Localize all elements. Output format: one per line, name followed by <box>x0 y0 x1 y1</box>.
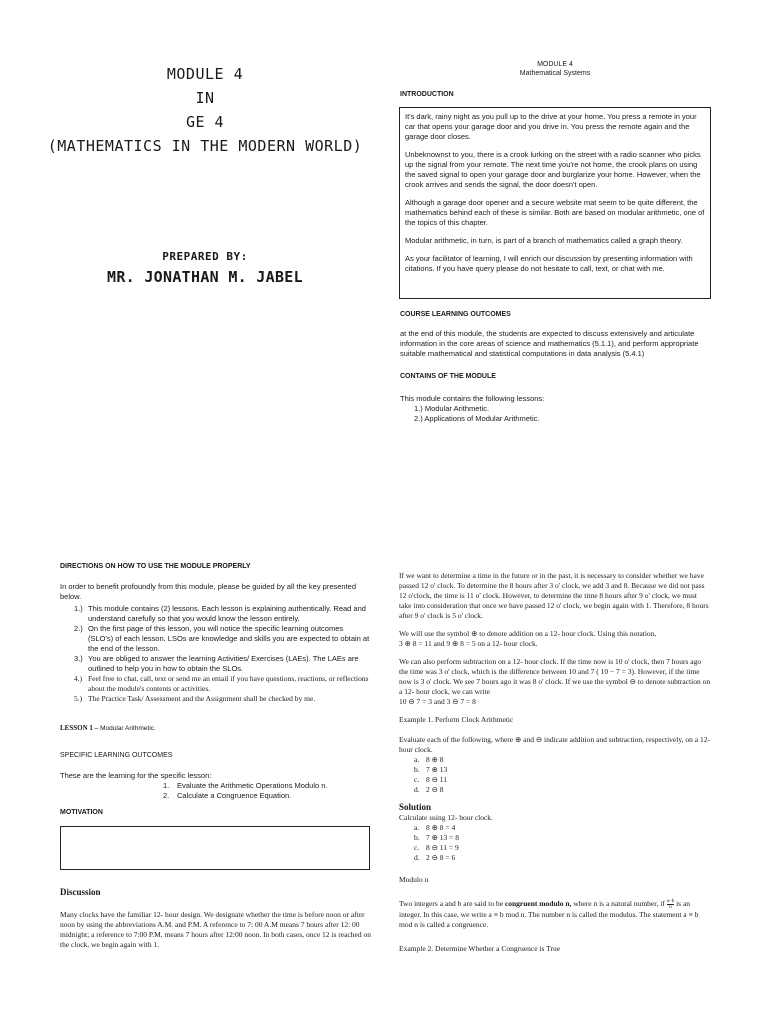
intro-paragraph: It's dark, rainy night as you pull up to the drive at your home. You press a remote in your car that opens your garage door and you drive in. You press the remote again and the garage door closes. <box>405 112 697 141</box>
solution-expression: 8 ⊕ 8 = 4 <box>426 823 456 832</box>
problem-letter: b. <box>414 765 420 774</box>
introduction-box <box>399 107 711 299</box>
problem-expression: 8 ⊕ 8 <box>426 755 444 764</box>
clock-subtraction-example: 10 ⊖ 7 = 3 and 3 ⊖ 7 = 8 <box>399 697 476 706</box>
congruence-text-2: where n is a natural number, if <box>573 899 665 909</box>
cover-line-course: GE 4 <box>185 113 225 131</box>
introduction-heading: INTRODUCTION <box>400 91 454 98</box>
cover-line-module: MODULE 4 <box>166 65 244 83</box>
solution-letter: b. <box>414 833 420 842</box>
solution-intro: Calculate using 12- hour clock. <box>399 813 493 822</box>
directions-item-number: 4.) <box>74 674 83 683</box>
directions-item-text: You are obliged to answer the learning Activities/ Exercises (LAEs). The LAEs are outlined to help you in how to obtain the SLOs. <box>88 654 359 673</box>
slo-section <box>60 771 370 801</box>
course-learning-outcomes-heading: COURSE LEARNING OUTCOMES <box>400 311 511 318</box>
slo-item-number: 1. <box>163 781 170 790</box>
module-subtitle: Mathematical Systems <box>519 70 591 77</box>
directions-item-text: This module contains (2) lessons. Each lesson is explaining authentically. Read and understand carefully so that you would know the lesson entirely. <box>88 604 366 623</box>
clock-subtraction-paragraph <box>399 657 711 707</box>
solution-item <box>414 833 711 843</box>
slo-intro: These are the learning for the specific lesson: <box>60 771 212 780</box>
slo-item-text: Calculate a Congruence Equation. <box>177 791 292 800</box>
congruence-definition <box>399 899 711 930</box>
example-1-title: Example 1. Perform Clock Arithmetic <box>399 715 514 724</box>
solution-heading: Solution <box>399 802 432 812</box>
slo-item <box>60 781 370 791</box>
congruence-term: congruent modulo n, <box>504 899 572 909</box>
example-2-title: Example 2. Determine Whether a Congruence is True <box>399 944 561 953</box>
clock-paragraph: If we want to determine a time in the future or in the past, it is necessary to consider whether we have passed 12 o' clock. To determine the 8 hours after 3 o' clock, we add 3 and 8. Because we did not pass 12 o'clock, the time is 11 o' clock. However, to determine the time 8 hours after 9 o' clock, we must take into consideration that once we have passed 12 o' clock, we begin again with 1. Therefore, 8 hours after 9 o' clock is 5 o' clock. <box>399 571 709 620</box>
problem-expression: 8 ⊖ 11 <box>426 775 448 784</box>
directions-item-text: Feel free to chat, call, text or send me an email if you have questions, reactions, or reflections about the module's contents or activities. <box>88 674 369 693</box>
clock-addition-paragraph <box>399 629 711 649</box>
directions-item-number: 2.) <box>74 624 83 633</box>
solution-item <box>414 823 711 833</box>
problem-letter: a. <box>414 755 420 764</box>
congruence-text-3: is an integer. In this case, we write a ≡ b mod n. The number n is called the modulus. The statement a ≡ b mod n is called a congruence. <box>399 899 699 929</box>
contents-intro: This module contains the following lessons: <box>400 394 545 403</box>
intro-paragraph: Unbeknownst to you, there is a crook lurking on the street with a radio scanner who picks up the signal from your remote. The next time you're not home, the crook plans on using the saved signal to open your garage door and burglarize your home. However, when the crook arrives and sends the signal, the door doesn't open. <box>405 150 701 189</box>
problem-item <box>414 755 711 765</box>
directions-heading: DIRECTIONS ON HOW TO USE THE MODULE PROPERLY <box>60 563 251 570</box>
directions-item <box>74 624 370 654</box>
lesson-name: Modular Arithmetic. <box>100 725 156 732</box>
motivation-box <box>60 826 370 870</box>
contents-item: 1.) Modular Arithmetic. <box>414 404 490 413</box>
solution-list <box>399 823 711 863</box>
clock-subtraction-text: We can also perform subtraction on a 12- hour clock. If the time now is 10 o' clock, then 7 hours ago the time was 3 o' clock, which is the difference between 10 and 7 ( 10 − 7 = 3). However, if the time now is 3 o' clock. We see 7 hours ago it was 8 o' clock. If we use the symbol ⊖ to denote subtraction on a 12- hour clock, we can write <box>399 657 711 696</box>
slo-item-number: 2. <box>163 791 170 800</box>
fraction-denominator: n <box>669 905 672 910</box>
directions-item-number: 1.) <box>74 604 83 613</box>
problem-item <box>414 775 711 785</box>
slo-heading: SPECIFIC LEARNING OUTCOMES <box>60 752 173 759</box>
problem-expression: 2 ⊖ 8 <box>426 785 444 794</box>
problem-item <box>414 765 711 775</box>
intro-paragraph: Although a garage door opener and a secure website mat seem to be quite different, the mathematics behind each of these is similar. Both are based on modular arithmetic, one of the topics of this chapter. <box>405 198 705 227</box>
module-header <box>400 60 710 78</box>
directions-intro: In order to benefit profoundly from this module, please be guided by all the key presented below. <box>60 582 357 601</box>
fraction-a-minus-b-over-n <box>667 899 675 910</box>
modulo-heading: Modulo n <box>399 875 429 884</box>
problem-list <box>399 755 711 795</box>
lesson-title <box>60 724 156 732</box>
discussion-text: Many clocks have the familiar 12- hour design. We designate whether the time is before noon or after noon by using the abbreviations A.M. and P.M. A reference to 7: 00 A.M means 7 hours after 12: 00 midnight; a reference to 7:00 P.M. means 7 hours after 12:00 noon. In both cases, once 12 is reached on the clock, we begin again with 1. <box>60 910 371 949</box>
solution-expression: 7 ⊕ 13 = 8 <box>426 833 460 842</box>
problem-item <box>414 785 711 795</box>
problem-expression: 7 ⊕ 13 <box>426 765 448 774</box>
slo-item-text: Evaluate the Arithmetic Operations Modulo n. <box>177 781 328 790</box>
cover-line-subject: (MATHEMATICS IN THE MODERN WORLD) <box>47 137 363 155</box>
directions-item <box>74 604 370 624</box>
intro-paragraph: As your facilitator of learning, I will enrich our discussion by presenting information with citations. If you have query please do not hesitate to call, text, or chat with me. <box>405 254 693 273</box>
intro-paragraph: Modular arithmetic, in turn, is part of a branch of mathematics called a graph theory. <box>405 236 683 245</box>
course-learning-outcomes-text: at the end of this module, the students are expected to discuss extensively and articulate information in the core areas of science and mathematics (5.1.1), and perform appropriate suitable mathematical and statistical computations in data analysis (5.4.1) <box>400 329 699 358</box>
solution-letter: a. <box>414 823 420 832</box>
author-name: MR. JONATHAN M. JABEL <box>107 268 303 286</box>
motivation-heading: MOTIVATION <box>60 809 103 816</box>
directions-item-text: On the first page of this lesson, you will notice the specific learning outcomes (SLO's) of each lesson. LSOs are knowledge and skills you are expected to obtain at the end of the lesson. <box>88 624 370 653</box>
lesson-label: LESSON 1 – <box>60 724 99 732</box>
directions-item-text: The Practice Task/ Assessment and the Assignment shall be checked by me. <box>88 694 316 703</box>
congruence-text-1: Two integers a and b are said to be <box>399 899 504 909</box>
discussion-heading: Discussion <box>60 887 101 897</box>
solution-expression: 8 ⊖ 11 = 9 <box>426 843 459 852</box>
directions-item-number: 3.) <box>74 654 83 663</box>
prepared-by-label: PREPARED BY: <box>162 250 248 263</box>
solution-letter: c. <box>414 843 420 852</box>
cover-title <box>40 62 370 158</box>
problem-letter: c. <box>414 775 420 784</box>
contents-item: 2.) Applications of Modular Arithmetic. <box>414 414 540 423</box>
clock-addition-text: We will use the symbol ⊕ to denote addition on a 12- hour clock. Using this notation, <box>399 629 657 638</box>
fraction-numerator: a−b <box>666 899 675 904</box>
solution-item <box>414 843 711 853</box>
solution-item <box>414 853 711 863</box>
module-contents-heading: CONTAINS OF THE MODULE <box>400 373 496 380</box>
directions-list <box>74 604 370 704</box>
directions-item <box>74 674 370 694</box>
solution-expression: 2 ⊖ 8 = 6 <box>426 853 456 862</box>
solution-letter: d. <box>414 853 420 862</box>
evaluate-instructions: Evaluate each of the following, where ⊕ and ⊖ indicate addition and subtraction, respectively, on a 12- hour clock. <box>399 735 710 754</box>
cover-line-in: IN <box>195 89 215 107</box>
clock-arithmetic-section <box>399 571 711 954</box>
directions-item <box>74 654 370 674</box>
directions-item <box>74 694 370 704</box>
directions-item-number: 5.) <box>74 694 83 703</box>
module-contents <box>400 394 710 424</box>
module-number: MODULE 4 <box>537 61 573 68</box>
problem-letter: d. <box>414 785 420 794</box>
clock-addition-example: 3 ⊕ 8 = 11 and 9 ⊕ 8 = 5 on a 12- hour clock. <box>399 639 538 648</box>
slo-item <box>60 791 370 801</box>
